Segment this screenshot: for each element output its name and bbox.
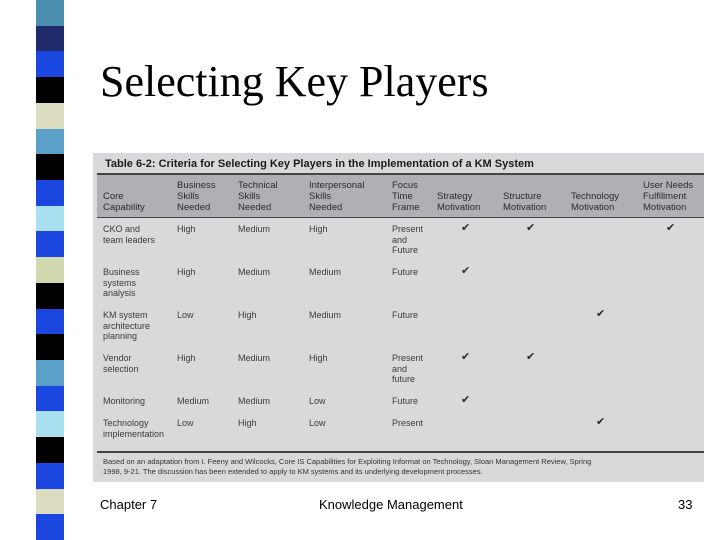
check-mark-icon: ✔ (461, 222, 471, 234)
column-header: Skills (177, 191, 200, 202)
stripe-block (36, 437, 64, 463)
row-capability: planning (103, 331, 138, 341)
column-header: Motivation (437, 202, 481, 213)
check-mark-icon: ✔ (461, 351, 471, 363)
cell-focus-time-frame: and (392, 234, 408, 245)
cell-business-skills: Low (177, 418, 194, 428)
row-capability: systems (103, 277, 137, 288)
stripe-block (36, 514, 64, 540)
cell-interpersonal-skills: Low (309, 418, 326, 428)
cell-technical-skills: High (238, 310, 257, 320)
row-capability: Monitoring (103, 396, 146, 406)
cell-technical-skills: High (238, 418, 257, 428)
cell-technical-skills: Medium (238, 353, 271, 363)
row-capability: KM system (103, 310, 148, 320)
stripe-block (36, 180, 64, 206)
column-header: Skills (309, 191, 332, 202)
cell-technical-skills: Medium (238, 396, 271, 406)
row-capability: implementation (103, 428, 165, 439)
stripe-block (36, 257, 64, 283)
row-capability: CKO and (103, 224, 141, 234)
table-image (93, 153, 704, 482)
cell-focus-time-frame: future (392, 374, 416, 384)
stripe-block (36, 334, 64, 360)
cell-business-skills: Low (177, 310, 194, 320)
column-header: Skills (238, 191, 261, 202)
column-header: Interpersonal (309, 180, 365, 191)
table-footnote-line-1: Based on an adaptation from I. Feeny and Wilcocks, Core IS Capabilities for Exploiting Informat on Technology, Sloan Management Review, Spring (103, 457, 592, 466)
cell-focus-time-frame: and (392, 363, 408, 374)
row-capability: Vendor (103, 353, 132, 363)
stripe-block (36, 129, 64, 155)
row-capability: analysis (103, 288, 136, 298)
row-capability: selection (103, 363, 139, 374)
cell-focus-time-frame: Future (392, 396, 419, 406)
stripe-block (36, 360, 64, 386)
stripe-block (36, 231, 64, 257)
cell-interpersonal-skills: High (309, 353, 328, 363)
row-capability: Technology (103, 418, 149, 428)
column-header: Motivation (571, 202, 615, 213)
column-header: Needed (309, 202, 343, 213)
check-mark-icon: ✔ (596, 308, 606, 320)
column-header: Motivation (643, 202, 687, 213)
cell-focus-time-frame: Present (392, 418, 424, 428)
column-header: Core (103, 191, 124, 202)
footer-chapter: Chapter 7 (100, 497, 158, 512)
row-capability: Business (103, 267, 140, 277)
stripe-block (36, 0, 64, 26)
stripe-block (36, 411, 64, 437)
table-bottom-rule (97, 451, 704, 453)
footer-page-number: 33 (678, 497, 693, 512)
cell-business-skills: High (177, 224, 196, 234)
cell-interpersonal-skills: Medium (309, 310, 342, 320)
column-header: Structure (503, 191, 542, 202)
table-header-rule (97, 217, 704, 218)
cell-focus-time-frame: Present (392, 224, 424, 234)
check-mark-icon: ✔ (666, 222, 676, 234)
check-mark-icon: ✔ (526, 351, 536, 363)
slide-title: Selecting Key Players (100, 57, 489, 106)
stripe-block (36, 386, 64, 412)
column-header: Business (177, 180, 216, 191)
cell-focus-time-frame: Present (392, 353, 424, 363)
column-header: Fulfillment (643, 191, 687, 202)
cell-interpersonal-skills: Low (309, 396, 326, 406)
stripe-block (36, 26, 64, 52)
table-footnote-line-2: 1998, 9-21. The discussion has been extended to apply to KM systems and its underlying development processes. (103, 467, 483, 476)
table-caption: Table 6-2: Criteria for Selecting Key Players in the Implementation of a KM System (105, 158, 534, 170)
stripe-block (36, 77, 64, 103)
cell-focus-time-frame: Future (392, 310, 419, 320)
check-mark-icon: ✔ (596, 416, 606, 428)
column-header: Technology (571, 191, 620, 202)
footer-title: Knowledge Management (319, 497, 463, 512)
column-header: Time (392, 191, 413, 202)
column-header: Focus (392, 180, 418, 191)
stripe-block (36, 463, 64, 489)
column-header: Needed (238, 202, 272, 213)
decorative-stripe (0, 0, 64, 540)
check-mark-icon: ✔ (461, 394, 471, 406)
cell-focus-time-frame: Future (392, 245, 419, 255)
stripe-block (36, 206, 64, 232)
cell-business-skills: High (177, 353, 196, 363)
column-header: User Needs (643, 180, 694, 191)
stripe-block (36, 309, 64, 335)
check-mark-icon: ✔ (461, 265, 471, 277)
check-mark-icon: ✔ (526, 222, 536, 234)
stripe-block (36, 103, 64, 129)
cell-business-skills: Medium (177, 396, 210, 406)
stripe-block (36, 489, 64, 515)
cell-business-skills: High (177, 267, 196, 277)
cell-focus-time-frame: Future (392, 267, 419, 277)
cell-technical-skills: Medium (238, 267, 271, 277)
column-header: Strategy (437, 191, 473, 202)
row-capability: team leaders (103, 234, 156, 245)
column-header: Technical (238, 180, 278, 191)
stripe-block (36, 154, 64, 180)
column-header: Frame (392, 202, 420, 213)
cell-interpersonal-skills: High (309, 224, 328, 234)
stripe-block (36, 51, 64, 77)
column-header: Capability (103, 202, 145, 213)
row-capability: architecture (103, 320, 151, 331)
table-top-rule (97, 173, 704, 175)
column-header: Motivation (503, 202, 547, 213)
cell-technical-skills: Medium (238, 224, 271, 234)
cell-interpersonal-skills: Medium (309, 267, 342, 277)
stripe-block (36, 283, 64, 309)
column-header: Needed (177, 202, 211, 213)
